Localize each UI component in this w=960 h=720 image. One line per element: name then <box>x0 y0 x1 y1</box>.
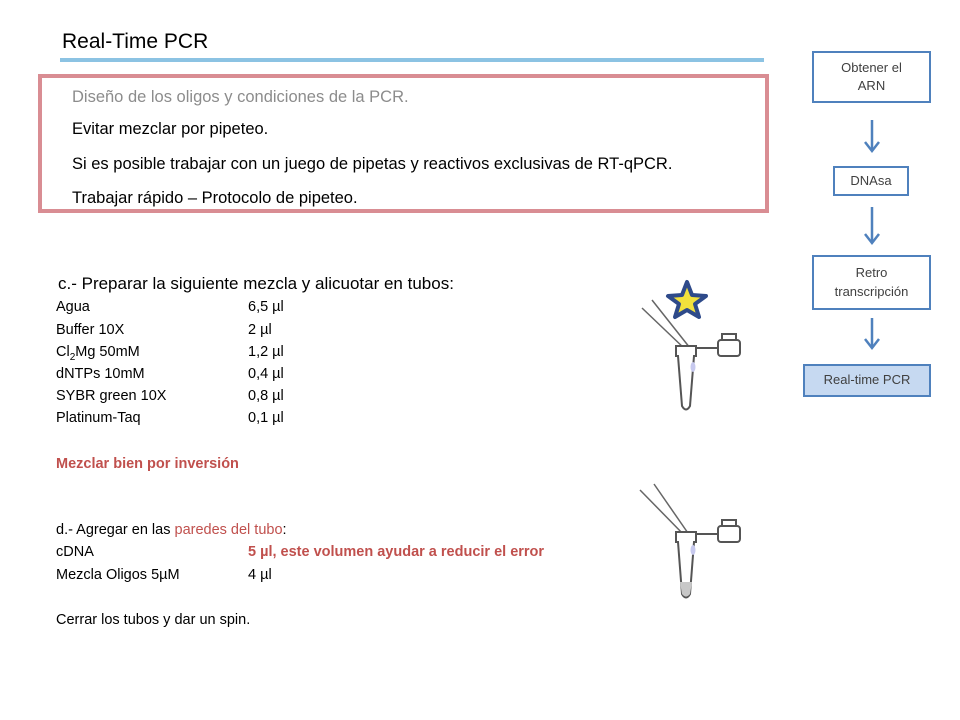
reagent-label: cDNA <box>56 544 94 560</box>
reagent-label-pre: Cl <box>56 344 70 360</box>
arrow-down-icon <box>865 207 879 243</box>
tube-cap <box>718 340 740 356</box>
flow-step-line: transcripción <box>834 283 909 299</box>
mix-note: Mezclar bien por inversión <box>56 456 239 472</box>
key-point-2: Evitar mezclar por pipeteo. <box>72 120 269 138</box>
flow-step-line: Obtener el <box>841 59 902 75</box>
tube-illustration-1 <box>630 270 760 420</box>
droplet <box>691 362 696 372</box>
reagent-label <box>56 344 140 363</box>
flow-step-real-time-pcr <box>803 364 931 397</box>
key-point-3: Si es posible trabajar con un juego de pipetas y reactivos exclusivas de RT-qPCR. <box>72 155 673 173</box>
key-point-1: Diseño de los oligos y condiciones de la PCR. <box>72 88 409 106</box>
reagent-label: SYBR green 10X <box>56 388 167 404</box>
reagent-value: 0,4 µl <box>248 366 284 382</box>
reagent-label: Agua <box>56 299 90 315</box>
flow-step-obtener-arn <box>812 51 931 103</box>
reagent-label-post: Mg 50mM <box>75 344 140 360</box>
title-underline <box>60 58 764 62</box>
section-d-heading <box>56 522 287 538</box>
flow-step-line: Retro <box>855 265 888 281</box>
reagent-label: Mezcla Oligos 5µM <box>56 567 180 583</box>
tube-cap-top <box>722 520 736 526</box>
reagent-label: Buffer 10X <box>56 322 125 338</box>
section-c-heading: c.- Preparar la siguiente mezcla y alicuotar en tubos: <box>58 274 454 293</box>
section-d-heading-red: paredes del tubo <box>174 522 283 538</box>
key-points-box <box>38 74 769 213</box>
tube-illustration-2 <box>630 480 760 610</box>
reagent-value: 1,2 µl <box>248 344 284 360</box>
flow-step-line: ARN <box>857 78 886 93</box>
flow-arrows <box>860 110 884 360</box>
droplet <box>691 545 696 555</box>
reagent-value: 2 µl <box>248 322 272 338</box>
reagent-value: 4 µl <box>248 567 272 583</box>
page-title: Real-Time PCR <box>62 30 209 53</box>
reagent-label: Platinum-Taq <box>56 410 141 426</box>
closing-instruction: Cerrar los tubos y dar un spin. <box>56 612 251 628</box>
reagent-value: 0,8 µl <box>248 388 284 404</box>
section-d-heading-pre: d.- Agregar en las <box>56 522 175 538</box>
tube-body <box>676 346 696 410</box>
reagent-label-sub: 2 <box>69 351 76 363</box>
section-d-heading-post: : <box>282 522 287 538</box>
tube-cap <box>718 526 740 542</box>
flow-step-line: Real-time PCR <box>823 372 911 388</box>
reagent-label: dNTPs 10mM <box>56 366 145 382</box>
reagent-value: 6,5 µl <box>248 299 284 315</box>
reagent-value: 5 µl, este volumen ayudar a reducir el error <box>248 544 545 560</box>
arrow-down-icon <box>865 120 879 151</box>
key-point-4: Trabajar rápido – Protocolo de pipeteo. <box>72 189 358 207</box>
flow-step-line: DNAsa <box>850 172 892 188</box>
arrow-down-icon <box>865 318 879 348</box>
tube-cap-top <box>722 334 736 340</box>
star-icon <box>668 282 706 317</box>
reagent-value: 0,1 µl <box>248 410 284 426</box>
